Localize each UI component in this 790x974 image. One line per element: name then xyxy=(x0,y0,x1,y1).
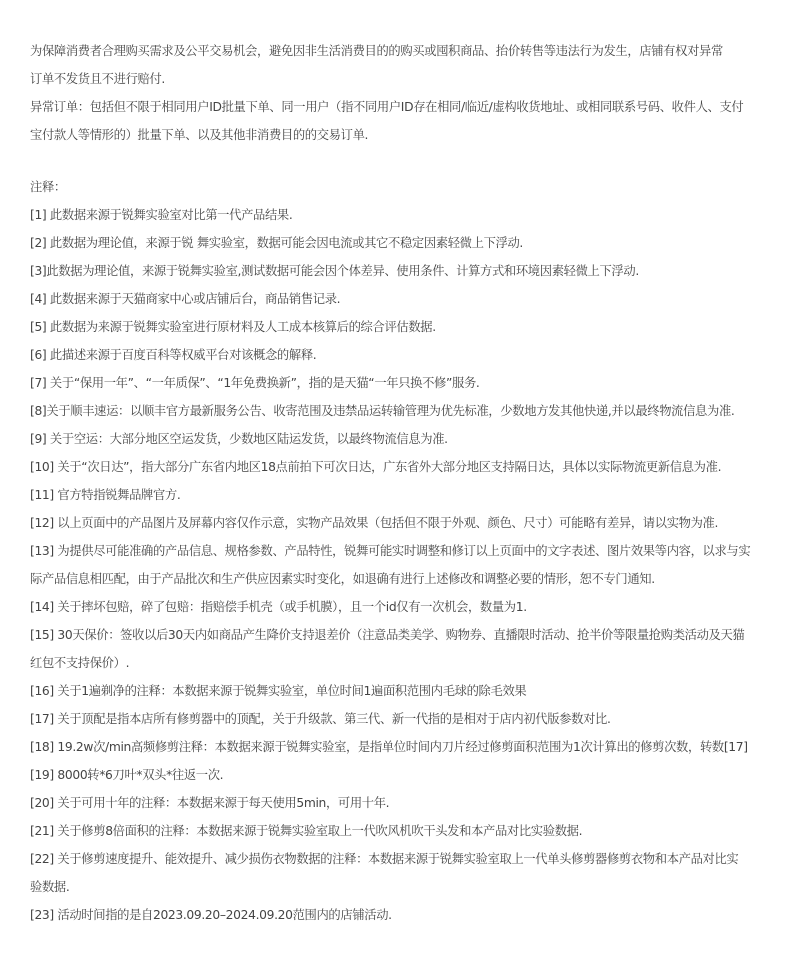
note-line: 际产品信息相匹配，由于产品批次和生产供应因素实时变化，如退确有进行上述修改和调整必要的情形，恕不专门通知. xyxy=(30,572,655,586)
note-line: [23] 活动时间指的是自2023.09.20–2024.09.20范围内的店铺活动. xyxy=(30,908,392,922)
note-line: [2] 此数据为理论值，来源于锐 舞实验室，数据可能会因电流或其它不稳定因素轻微上下浮动. xyxy=(30,236,523,250)
note-line: [12] 以上页面中的产品图片及屏幕内容仅作示意，实物产品效果（包括但不限于外观、颜色、尺寸）可能略有差异，请以实物为准. xyxy=(30,516,719,530)
note-line: [5] 此数据为来源于锐舞实验室进行原材料及人工成本核算后的综合评估数据. xyxy=(30,320,436,334)
note-line: [6] 此描述来源于百度百科等权威平台对该概念的解释. xyxy=(30,348,317,362)
note-line: [19] 8000转*6刀叶*双头*往返一次. xyxy=(30,768,224,782)
note-line: 验数据. xyxy=(30,880,70,894)
note-line: [16] 关于1遍剃净的注释：本数据来源于锐舞实验室，单位时间1遍面积范围内毛球的除毛效果 xyxy=(30,684,527,698)
note-line: [18] 19.2w次/min高频修剪注释：本数据来源于锐舞实验室，是指单位时间内刀片经过修剪面积范围为1次计算出的修剪次数，转数[17] xyxy=(30,740,748,754)
note-line: [22] 关于修剪速度提升、能效提升、减少损伤衣物数据的注释：本数据来源于锐舞实验室取上一代单头修剪器修剪衣物和本产品对比实 xyxy=(30,852,739,866)
note-line: [15] 30天保价：签收以后30天内如商品产生降价支持退差价（注意品类美学、购物券、直播限时活动、抢半价等限量抢购类活动及天猫 xyxy=(30,628,745,642)
note-line: [8]关于顺丰速运：以顺丰官方最新服务公告、收寄范围及违禁品运转输管理为优先标准，少数地方发其他快递,并以最终物流信息为准. xyxy=(30,404,735,418)
policy-text-line: 为保障消费者合理购买需求及公平交易机会，避免因非生活消费目的的购买或囤积商品、抬价转售等违法行为发生，店铺有权对异常 xyxy=(30,44,723,58)
note-line: [1] 此数据来源于锐舞实验室对比第一代产品结果. xyxy=(30,208,293,222)
note-line: [7] 关于“保用一年”、“一年质保”、“1年免费换新”，指的是天猫“一年只换不修”服务. xyxy=(30,376,480,390)
note-line: [4] 此数据来源于天猫商家中心或店铺后台，商品销售记录. xyxy=(30,292,341,306)
note-line: [21] 关于修剪8倍面积的注释：本数据来源于锐舞实验室取上一代吹风机吹干头发和本产品对比实验数据. xyxy=(30,824,583,838)
note-line: [14] 关于摔坏包赔，碎了包赔：指赔偿手机壳（或手机膜），且一个id仅有一次机会，数量为1. xyxy=(30,600,527,614)
policy-text-line: 订单不发货且不进行赔付. xyxy=(30,72,165,86)
note-line: 红包不支持保价）. xyxy=(30,656,130,670)
notes-list xyxy=(30,208,770,922)
notes-heading: 注释： xyxy=(30,180,66,194)
abnormal-order-definition-line: 异常订单：包括但不限于相同用户ID批量下单、同一用户（指不同用户ID存在相同/临近/虚构收货地址、或相同联系号码、收件人、支付 xyxy=(30,100,744,114)
note-line: [10] 关于“次日达”，指大部分广东省内地区18点前拍下可次日达，广东省外大部分地区支持隔日达，具体以实际物流更新信息为准. xyxy=(30,460,722,474)
abnormal-order-definition-line: 宝付款人等情形的）批量下单、以及其他非消费目的的交易订单. xyxy=(30,128,369,142)
note-line: [13] 为提供尽可能准确的产品信息、规格参数、产品特性，锐舞可能实时调整和修订以上页面中的文字表述、图片效果等内容，以求与实 xyxy=(30,544,751,558)
note-line: [17] 关于顶配是指本店所有修剪器中的顶配，关于升级款、第三代、新一代指的是相对于店内初代版参数对比. xyxy=(30,712,611,726)
note-line: [9] 关于空运：大部分地区空运发货，少数地区陆运发货，以最终物流信息为准. xyxy=(30,432,448,446)
abnormal-order-policy xyxy=(30,0,770,142)
note-line: [20] 关于可用十年的注释：本数据来源于每天使用5min，可用十年. xyxy=(30,796,390,810)
note-line: [3]此数据为理论值，来源于锐舞实验室,测试数据可能会因个体差异、使用条件、计算方式和环境因素轻微上下浮动. xyxy=(30,264,639,278)
note-line: [11] 官方特指锐舞品牌官方. xyxy=(30,488,181,502)
